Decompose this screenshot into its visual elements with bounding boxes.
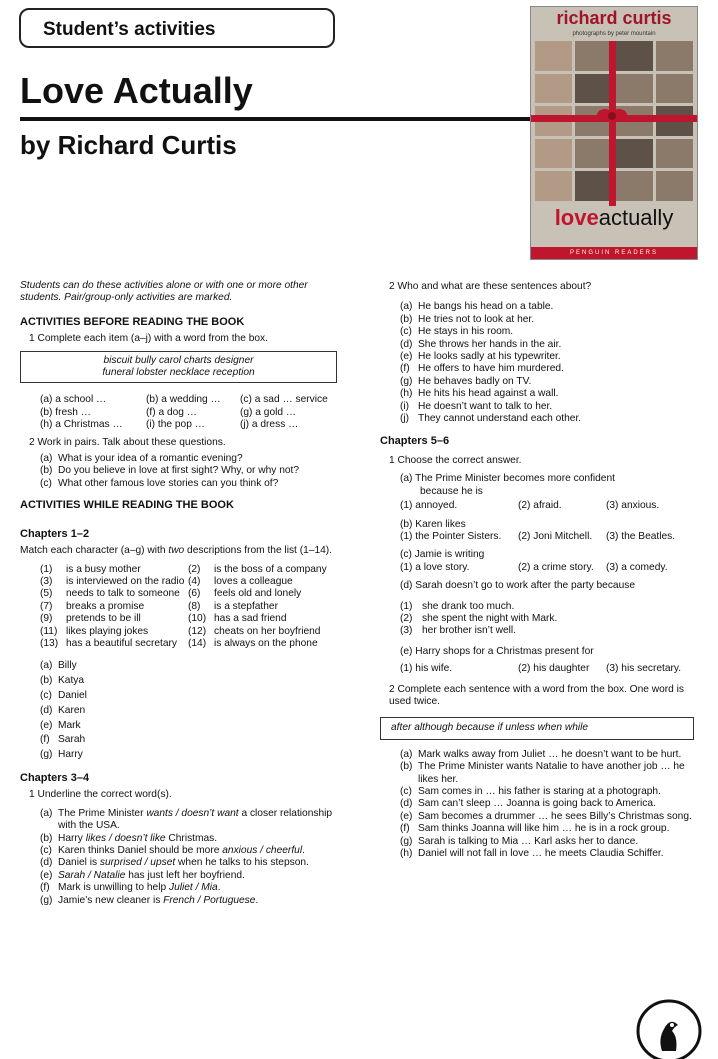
list-item: (c) Daniel <box>40 689 87 701</box>
question-1: 1 Complete each item (a–j) with a word from the box. <box>29 333 268 345</box>
list-item: (d) Karen <box>40 704 86 716</box>
question-choose: 1 Choose the correct answer. <box>389 454 522 466</box>
while-reading-heading: ACTIVITIES WHILE READING THE BOOK <box>20 499 234 512</box>
word-box-1: biscuit bully carol charts designer funeral lobster necklace reception <box>20 351 337 384</box>
list-item: (h) He hits his head against a wall. <box>400 388 559 400</box>
list-item: (f) Mark is unwilling to help Juliet / Mia. <box>40 882 221 894</box>
list-item: (g) Harry <box>40 749 83 761</box>
list-item: (c) Karen thinks Daniel should be more anxious / cheerful. <box>40 844 305 856</box>
list-item: (i) He doesn’t want to talk to her. <box>400 400 553 412</box>
list-item: (d) She throws her hands in the air. <box>400 338 562 350</box>
question-2: 2 Work in pairs. Talk about these questions. <box>29 436 226 448</box>
list-item: (b) Do you believe in love at first sight? Why, or why not? <box>40 465 300 477</box>
list-item: (a) The Prime Minister wants / doesn’t want a closer relationship with the USA. <box>40 807 333 832</box>
badge-label: Student’s activities <box>43 19 216 40</box>
question-who-what: 2 Who and what are these sentences about? <box>389 281 592 292</box>
page-title: Love Actually <box>20 70 253 111</box>
question-underline: 1 Underline the correct word(s). <box>29 789 172 801</box>
list-item: (d) Daniel is surprised / upset when he talks to his stepson. <box>40 857 309 869</box>
chapters-5-6-heading: Chapters 5–6 <box>380 435 450 448</box>
book-cover-image <box>530 6 698 260</box>
list-item: (g) Sarah is talking to Mia … Karl asks her to dance. <box>400 835 639 847</box>
list-item: (g) Jamie’s new cleaner is French / Portuguese. <box>40 894 259 906</box>
left-column <box>20 280 337 907</box>
word-box-2: after although because if unless when while <box>380 717 694 739</box>
title-rule <box>20 117 530 121</box>
section-badge <box>19 8 335 48</box>
list-item: (b) Harry likes / doesn’t like Christmas. <box>40 832 218 844</box>
list-item: (g) He behaves badly on TV. <box>400 375 532 387</box>
list-item: (e) He looks sadly at his typewriter. <box>400 351 561 363</box>
list-item: (a) Mark walks away from Juliet … he doesn’t want to be hurt. <box>400 748 682 760</box>
list-item: (d) Sam can’t sleep … Joanna is going back to America. <box>400 798 656 810</box>
list-item: (a) He bangs his head on a table. <box>400 301 554 313</box>
intro-text: Students can do these activities alone or with one or more other students. Pair/group-only activities are marked. <box>20 280 308 304</box>
list-item: (b) The Prime Minister wants Natalie to have another job … he likes her. <box>400 761 685 785</box>
cover-publisher-band: PENGUIN READERS <box>531 247 697 259</box>
descriptions-table: (1) is a busy mother (2) is the boss of a company (3) is interviewed on the radio (4) loves a colleague (5) needs to talk to someone (6) feels old and lonely (7) breaks a promise (8) is a stepfather (9) pretends to be ill (10) has a sad friend (11) likes playing jokes (12) cheats on her boyfriend (13) has a beautiful secretary (14) is always on the phone <box>40 563 327 649</box>
question-complete: 2 Complete each sentence with a word from the box. One word is used twice. <box>389 683 685 707</box>
list-item: (f) He offers to have him murdered. <box>400 363 564 375</box>
list-item: (f) Sam thinks Joanna will like him … he is in a rock group. <box>400 823 670 835</box>
match-instruction: Match each character (a–g) with two descriptions from the list (1–14). <box>20 545 332 557</box>
list-item: (e) Sarah / Natalie has just left her boyfriend. <box>40 869 245 881</box>
cover-photos-credit: photographs by peter mountain <box>572 31 656 37</box>
list-item: (e) Sam becomes a drummer … he sees Billy’s Christmas song. <box>400 810 692 822</box>
underline-list <box>40 808 337 907</box>
chapters-3-4-heading: Chapters 3–4 <box>20 771 90 784</box>
list-item: (h) Daniel will not fall in love … he meets Claudia Schiffer. <box>400 848 664 860</box>
list-item: (a) What is your idea of a romantic evening? <box>40 453 243 465</box>
chapters-1-2-heading: Chapters 1–2 <box>20 527 90 540</box>
characters-list <box>40 659 337 763</box>
list-item: (b) He tries not to look at her. <box>400 313 535 325</box>
page-subtitle: by Richard Curtis <box>20 130 237 160</box>
before-reading-heading: ACTIVITIES BEFORE READING THE BOOK <box>20 315 245 328</box>
who-what-list <box>400 301 694 425</box>
multiple-choice: (a) The Prime Minister becomes more confident because he is (1) annoyed. (2) afraid. (3) anxious. (b) Karen likes (1) the Pointer Sisters. (2) Joni Mitchell. (3) the Beatles. (c) Jamie is writing (1) a love story. (2) a crime story. (3) a comedy. (d) Sarah doesn’t go to work after the party because (1) she drank too much. (2) she spent the night with Mark. (3) her brother isn’t well. (e) Harry shops for a Christmas present for (1) his wife. (2) his daughter (3) his secretary. <box>400 473 682 675</box>
list-item: (c) Sam comes in … his father is staring at a photograph. <box>400 786 661 797</box>
list-item: (j) They cannot understand each other. <box>400 413 582 425</box>
list-item: (f) Sarah <box>40 734 86 746</box>
list-item: (c) What other famous love stories can you think of? <box>40 477 279 489</box>
list-item: (e) Mark <box>40 719 81 731</box>
penguin-logo-icon <box>636 999 702 1059</box>
q2-list <box>40 453 337 490</box>
cover-title: loveactually <box>554 205 674 230</box>
cover-author: richard curtis <box>556 8 672 28</box>
list-item: (b) Katya <box>40 675 85 687</box>
complete-list <box>400 749 694 861</box>
ribbon-bow-icon <box>597 105 627 129</box>
right-column <box>380 281 694 860</box>
items-a-j: (a) a school … (b) a wedding … (c) a sad … service (b) fresh … (f) a dog … (g) a gold … (h) a Christmas … (i) the pop … (j) a dress … <box>40 394 328 431</box>
list-item: (c) He stays in his room. <box>400 326 514 338</box>
list-item: (a) Billy <box>40 660 77 672</box>
